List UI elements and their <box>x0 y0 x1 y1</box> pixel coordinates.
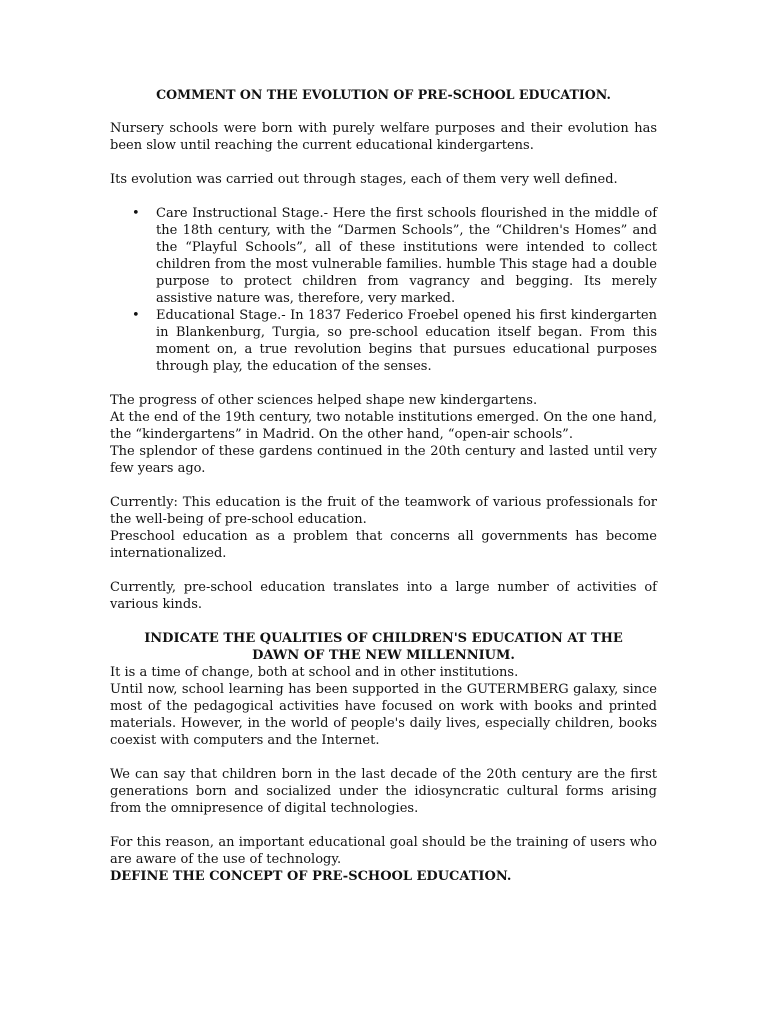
stages-list <box>110 205 657 375</box>
paragraph-progress: The progress of other sciences helped shape new kindergartens. <box>110 393 538 408</box>
paragraph-currently: Currently: This education is the fruit of the teamwork of various professionals for the well-being of pre-school education. <box>110 495 657 527</box>
bullet-icon: • <box>132 206 140 221</box>
paragraph-19th-century: At the end of the 19th century, two notable institutions emerged. On the one hand, the “kindergartens” in Madrid. On the other hand, “open-air schools”. <box>110 410 657 442</box>
paragraph-intro: Nursery schools were born with purely welfare purposes and their evolution has been slow until reaching the current educational kindergartens. <box>110 121 657 153</box>
paragraph-time-of-change: It is a time of change, both at school and in other institutions. <box>110 665 519 680</box>
section-heading-qualities: INDICATE THE QUALITIES OF CHILDREN'S EDUCATION AT THE DAWN OF THE NEW MILLENNIUM. <box>144 631 623 663</box>
paragraph-activities: Currently, pre-school education translates into a large number of activities of various kinds. <box>110 580 657 612</box>
paragraph-educational-goal: For this reason, an important educational goal should be the training of users who are aware of the use of technology. <box>110 835 657 867</box>
paragraph-gutermberg: Until now, school learning has been supported in the GUTERMBERG galaxy, since most of the pedagogical activities have focused on work with books and printed materials. However, in the world of people's daily lives, especially children, books coexist with computers and the Internet. <box>110 682 657 748</box>
list-item <box>110 205 657 307</box>
document-title: COMMENT ON THE EVOLUTION OF PRE-SCHOOL EDUCATION. <box>156 87 611 102</box>
list-item-text: Educational Stage.- In 1837 Federico Froebel opened his first kindergarten in Blankenburg, Turgia, so pre-school education itself began. From this moment on, a true revolution begins that pursues educational purposes through play, the education of the senses. <box>156 308 657 374</box>
list-item-text: Care Instructional Stage.- Here the first schools flourished in the middle of the 18th century, with the “Darmen Schools”, the “Children's Homes” and the “Playful Schools”, all of these institutions were intended to collect children from the most vulnerable families. humble This stage had a double purpose to protect children from vagrancy and begging. Its merely assistive nature was, therefore, very marked. <box>156 206 657 306</box>
section-heading-define: DEFINE THE CONCEPT OF PRE-SCHOOL EDUCATION. <box>110 869 512 884</box>
paragraph-preschool-governments: Preschool education as a problem that concerns all governments has become internationalized. <box>110 529 657 561</box>
document-page <box>110 86 657 885</box>
bullet-icon: • <box>132 308 140 323</box>
paragraph-children-born: We can say that children born in the last decade of the 20th century are the first generations born and socialized under the idiosyncratic cultural forms arising from the omnipresence of digital technologies. <box>110 767 657 816</box>
paragraph-splendor: The splendor of these gardens continued in the 20th century and lasted until very few years ago. <box>110 444 657 476</box>
paragraph-stages: Its evolution was carried out through stages, each of them very well defined. <box>110 172 618 187</box>
list-item <box>110 307 657 375</box>
